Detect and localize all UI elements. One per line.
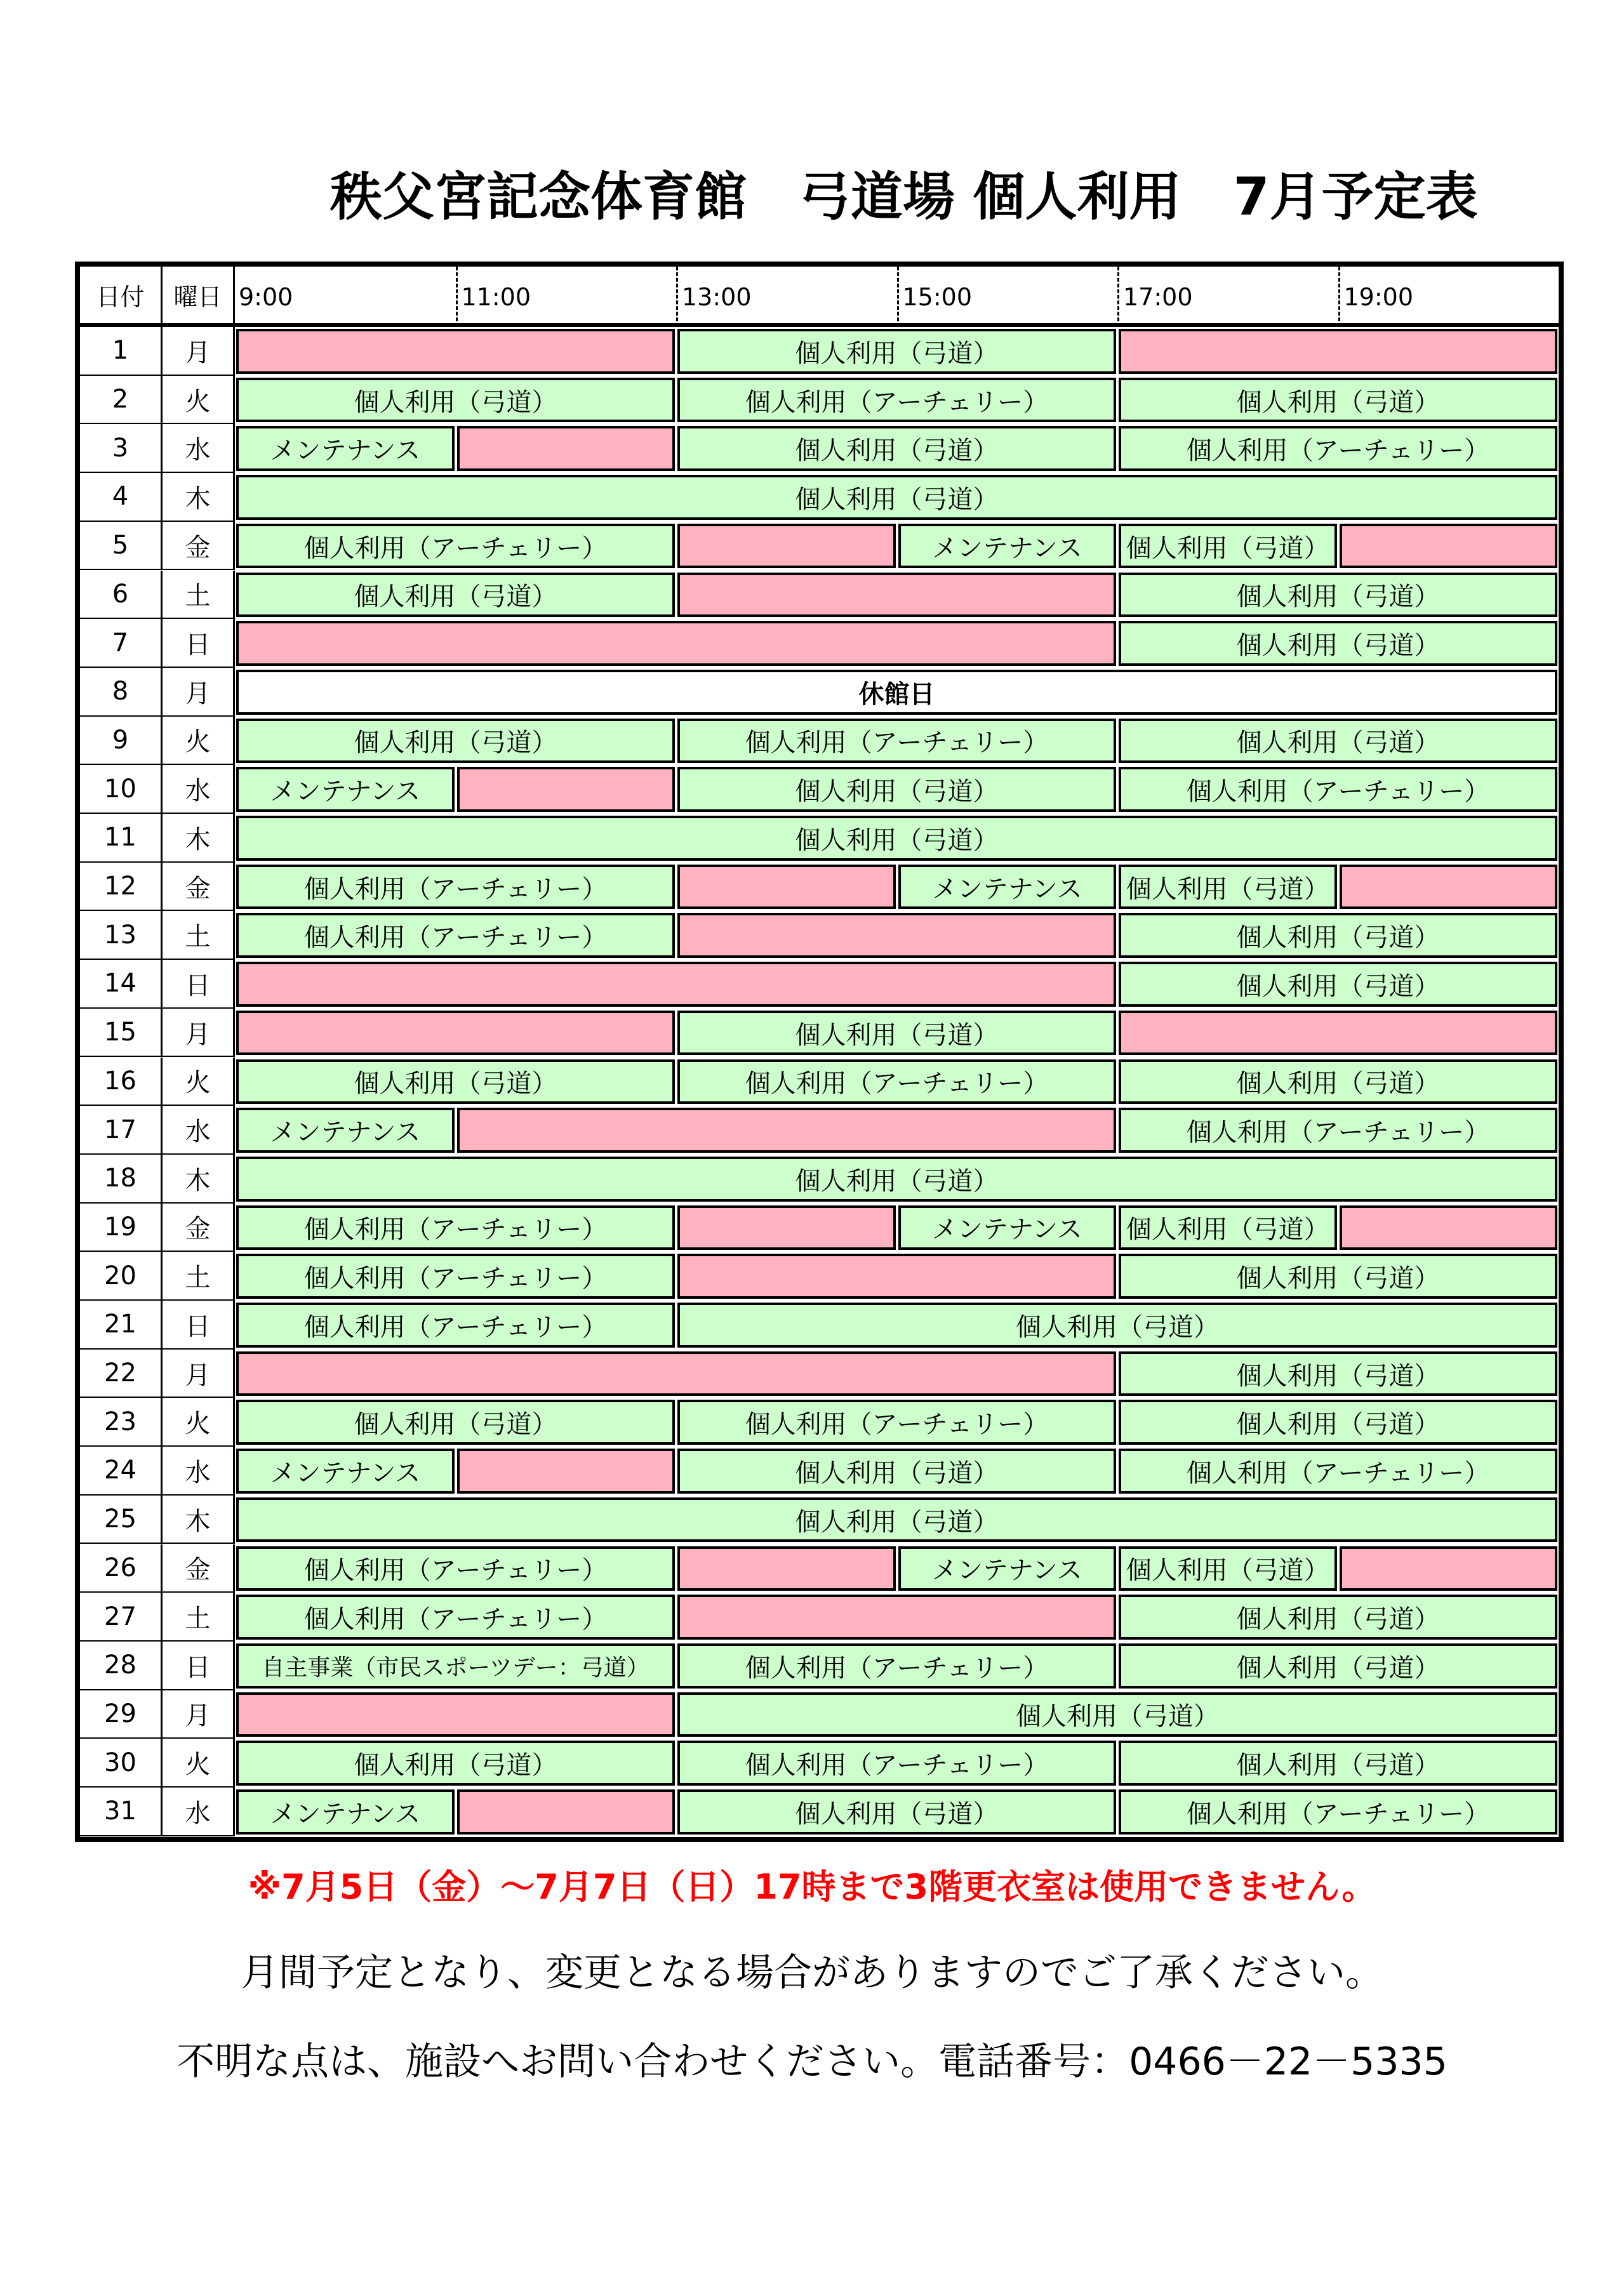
date-cell: 13 — [80, 911, 163, 960]
day-cell: 月 — [163, 668, 235, 717]
date-cell: 27 — [80, 1593, 163, 1642]
booking-slot: 個人利用（弓道） — [1119, 1351, 1557, 1397]
unavailable-slot — [457, 1108, 1117, 1153]
day-cell: 火 — [163, 376, 235, 425]
day-cell: 月 — [163, 1350, 235, 1398]
booking-slot: 個人利用（弓道） — [236, 378, 675, 423]
unavailable-slot — [236, 1351, 1116, 1397]
booking-slot: 個人利用（アーチェリー） — [677, 1400, 1116, 1445]
date-cell: 6 — [80, 571, 163, 620]
booking-slot: 個人利用（アーチェリー） — [236, 1205, 675, 1251]
unavailable-slot — [677, 1205, 896, 1251]
booking-slot: 個人利用（弓道） — [236, 475, 1557, 520]
day-column-header: 曜日 — [163, 267, 235, 327]
title-text: 秩父宮記念体育館 弓道場 個人利用 7月予定表 — [330, 167, 1478, 227]
unavailable-slot — [677, 573, 1116, 618]
time-tick: 15:00 — [897, 267, 1118, 327]
date-cell: 24 — [80, 1447, 163, 1496]
booking-slot: 個人利用（弓道） — [1119, 719, 1557, 764]
date-cell: 25 — [80, 1496, 163, 1544]
contact-note: 不明な点は、施設へお問い合わせください。電話番号：0466－22－5335 — [176, 2040, 1448, 2084]
booking-slot: 個人利用（弓道） — [1119, 962, 1557, 1007]
date-cell: 2 — [80, 376, 163, 425]
unavailable-slot — [677, 1254, 1116, 1299]
day-cell: 月 — [163, 1009, 235, 1058]
day-cell: 火 — [163, 1058, 235, 1106]
booking-slot: 個人利用（アーチェリー） — [1119, 426, 1557, 471]
booking-slot: 個人利用（弓道） — [236, 1497, 1557, 1543]
booking-slot: 個人利用（アーチェリー） — [677, 1741, 1116, 1786]
unavailable-slot — [236, 621, 1116, 666]
unavailable-slot — [1340, 1546, 1558, 1591]
unavailable-slot — [457, 1789, 676, 1835]
booking-slot: 個人利用（弓道） — [236, 1059, 675, 1105]
day-cell: 日 — [163, 960, 235, 1009]
booking-slot: メンテナンス — [236, 426, 455, 471]
booking-slot: 個人利用（アーチェリー） — [1119, 1449, 1557, 1494]
date-cell: 3 — [80, 424, 163, 473]
booking-slot: メンテナンス — [898, 1546, 1117, 1591]
day-cell: 金 — [163, 1544, 235, 1593]
booking-slot: 個人利用（弓道） — [1119, 1741, 1557, 1786]
booking-slot: 個人利用（弓道） — [1119, 913, 1557, 958]
date-cell: 14 — [80, 960, 163, 1009]
date-cell: 9 — [80, 717, 163, 766]
booking-slot: 個人利用（弓道） — [677, 1303, 1557, 1348]
unavailable-slot — [236, 1692, 675, 1737]
booking-slot: 個人利用（弓道） — [1119, 573, 1557, 618]
booking-slot: 個人利用（アーチェリー） — [236, 1595, 675, 1640]
unavailable-slot — [236, 329, 675, 374]
date-cell: 17 — [80, 1106, 163, 1155]
day-cell: 火 — [163, 1739, 235, 1788]
page-title — [0, 156, 1624, 232]
unavailable-slot — [236, 1011, 675, 1056]
unavailable-slot — [677, 1595, 1116, 1640]
day-cell: 水 — [163, 424, 235, 473]
booking-slot: メンテナンス — [898, 1205, 1117, 1251]
booking-slot: 個人利用（弓道） — [236, 1741, 675, 1786]
unavailable-slot — [236, 962, 1116, 1007]
booking-slot: 個人利用（アーチェリー） — [677, 1643, 1116, 1689]
date-cell: 30 — [80, 1739, 163, 1788]
booking-slot: 個人利用（弓道） — [677, 1011, 1116, 1056]
unavailable-slot — [457, 767, 676, 812]
booking-slot: 個人利用（弓道） — [236, 573, 675, 618]
day-cell: 日 — [163, 619, 235, 668]
date-cell: 1 — [80, 327, 163, 376]
booking-slot: 個人利用（弓道） — [677, 767, 1116, 812]
date-cell: 10 — [80, 765, 163, 814]
booking-slot: 個人利用（アーチェリー） — [236, 1303, 675, 1348]
booking-slot: 個人利用（アーチェリー） — [677, 719, 1116, 764]
booking-slot: 個人利用（弓道） — [677, 1449, 1116, 1494]
unavailable-slot — [677, 524, 896, 569]
booking-slot: 個人利用（アーチェリー） — [677, 1059, 1116, 1105]
booking-slot: 個人利用（弓道） — [1119, 1059, 1557, 1105]
booking-slot: 個人利用（弓道） — [1119, 1254, 1557, 1299]
unavailable-slot — [1119, 1011, 1557, 1056]
date-cell: 5 — [80, 522, 163, 571]
booking-slot: 自主事業（市民スポーツデー：弓道） — [236, 1643, 675, 1689]
date-cell: 12 — [80, 863, 163, 912]
day-cell: 木 — [163, 1496, 235, 1544]
day-cell: 木 — [163, 1155, 235, 1204]
day-cell: 土 — [163, 1593, 235, 1642]
booking-slot: 個人利用（弓道） — [1119, 1643, 1557, 1689]
booking-slot: 個人利用（弓道） — [236, 1400, 675, 1445]
date-cell: 23 — [80, 1398, 163, 1447]
booking-slot: 個人利用（弓道） — [677, 329, 1116, 374]
day-cell: 火 — [163, 1398, 235, 1447]
booking-slot: 個人利用（弓道） — [1119, 524, 1337, 569]
time-tick: 17:00 — [1117, 267, 1338, 327]
booking-slot: 個人利用（弓道） — [1119, 865, 1337, 910]
day-cell: 月 — [163, 1690, 235, 1739]
booking-slot: 個人利用（アーチェリー） — [236, 524, 675, 569]
date-cell: 22 — [80, 1350, 163, 1398]
date-cell: 20 — [80, 1252, 163, 1301]
unavailable-slot — [1340, 1205, 1558, 1251]
unavailable-slot — [677, 1546, 896, 1591]
closed-day-slot: 休館日 — [236, 670, 1557, 715]
booking-slot: 個人利用（アーチェリー） — [1119, 1789, 1557, 1835]
day-cell: 金 — [163, 522, 235, 571]
date-cell: 4 — [80, 473, 163, 522]
day-cell: 金 — [163, 863, 235, 912]
day-cell: 土 — [163, 911, 235, 960]
time-tick: 19:00 — [1338, 267, 1559, 327]
booking-slot: メンテナンス — [898, 865, 1117, 910]
day-cell: 木 — [163, 814, 235, 863]
date-cell: 19 — [80, 1204, 163, 1252]
date-cell: 18 — [80, 1155, 163, 1204]
unavailable-slot — [677, 865, 896, 910]
booking-slot: メンテナンス — [236, 767, 455, 812]
booking-slot: 個人利用（弓道） — [677, 1789, 1116, 1835]
booking-slot: 個人利用（弓道） — [1119, 621, 1557, 666]
booking-slot: 個人利用（アーチェリー） — [236, 1254, 675, 1299]
day-cell: 水 — [163, 1447, 235, 1496]
day-cell: 木 — [163, 473, 235, 522]
day-cell: 月 — [163, 327, 235, 376]
unavailable-slot — [1119, 329, 1557, 374]
booking-slot: 個人利用（弓道） — [236, 1157, 1557, 1202]
day-cell: 水 — [163, 1106, 235, 1155]
date-cell: 26 — [80, 1544, 163, 1593]
warning-note: ※7月5日（金）～7月7日（日）17時まで3階更衣室は使用できません。 — [248, 1867, 1376, 1907]
day-cell: 水 — [163, 1788, 235, 1836]
time-tick: 13:00 — [676, 267, 897, 327]
time-tick: 11:00 — [456, 267, 677, 327]
day-cell: 金 — [163, 1204, 235, 1252]
date-cell: 7 — [80, 619, 163, 668]
unavailable-slot — [1340, 524, 1558, 569]
booking-slot: 個人利用（弓道） — [677, 426, 1116, 471]
date-cell: 15 — [80, 1009, 163, 1058]
unavailable-slot — [457, 426, 676, 471]
booking-slot: 個人利用（アーチェリー） — [236, 865, 675, 910]
day-cell: 日 — [163, 1642, 235, 1690]
booking-slot: 個人利用（アーチェリー） — [236, 913, 675, 958]
day-cell: 日 — [163, 1301, 235, 1350]
date-cell: 16 — [80, 1058, 163, 1106]
booking-slot: メンテナンス — [236, 1449, 455, 1494]
booking-slot: メンテナンス — [236, 1108, 455, 1153]
booking-slot: 個人利用（アーチェリー） — [236, 1546, 675, 1591]
booking-slot: 個人利用（弓道） — [677, 1692, 1557, 1737]
booking-slot: 個人利用（弓道） — [236, 816, 1557, 861]
booking-slot: 個人利用（弓道） — [1119, 1595, 1557, 1640]
booking-slot: 個人利用（アーチェリー） — [1119, 767, 1557, 812]
booking-slot: メンテナンス — [898, 524, 1117, 569]
date-column-header: 日付 — [80, 267, 163, 327]
day-cell: 水 — [163, 765, 235, 814]
booking-slot: 個人利用（弓道） — [1119, 378, 1557, 423]
date-cell: 21 — [80, 1301, 163, 1350]
booking-slot: 個人利用（弓道） — [236, 719, 675, 764]
booking-slot: 個人利用（弓道） — [1119, 1546, 1337, 1591]
booking-slot: 個人利用（アーチェリー） — [677, 378, 1116, 423]
booking-slot: 個人利用（アーチェリー） — [1119, 1108, 1557, 1153]
booking-slot: 個人利用（弓道） — [1119, 1205, 1337, 1251]
unavailable-slot — [677, 913, 1116, 958]
date-cell: 31 — [80, 1788, 163, 1836]
day-cell: 火 — [163, 717, 235, 766]
time-tick: 9:00 — [239, 282, 293, 311]
date-cell: 8 — [80, 668, 163, 717]
unavailable-slot — [457, 1449, 676, 1494]
day-cell: 土 — [163, 1252, 235, 1301]
change-note: 月間予定となり、変更となる場合がありますのでご了承ください。 — [241, 1951, 1383, 1995]
date-cell: 29 — [80, 1690, 163, 1739]
booking-slot: メンテナンス — [236, 1789, 455, 1835]
day-cell: 土 — [163, 571, 235, 620]
unavailable-slot — [1340, 865, 1558, 910]
booking-slot: 個人利用（弓道） — [1119, 1400, 1557, 1445]
schedule-table — [75, 262, 1564, 1842]
date-cell: 11 — [80, 814, 163, 863]
date-cell: 28 — [80, 1642, 163, 1690]
